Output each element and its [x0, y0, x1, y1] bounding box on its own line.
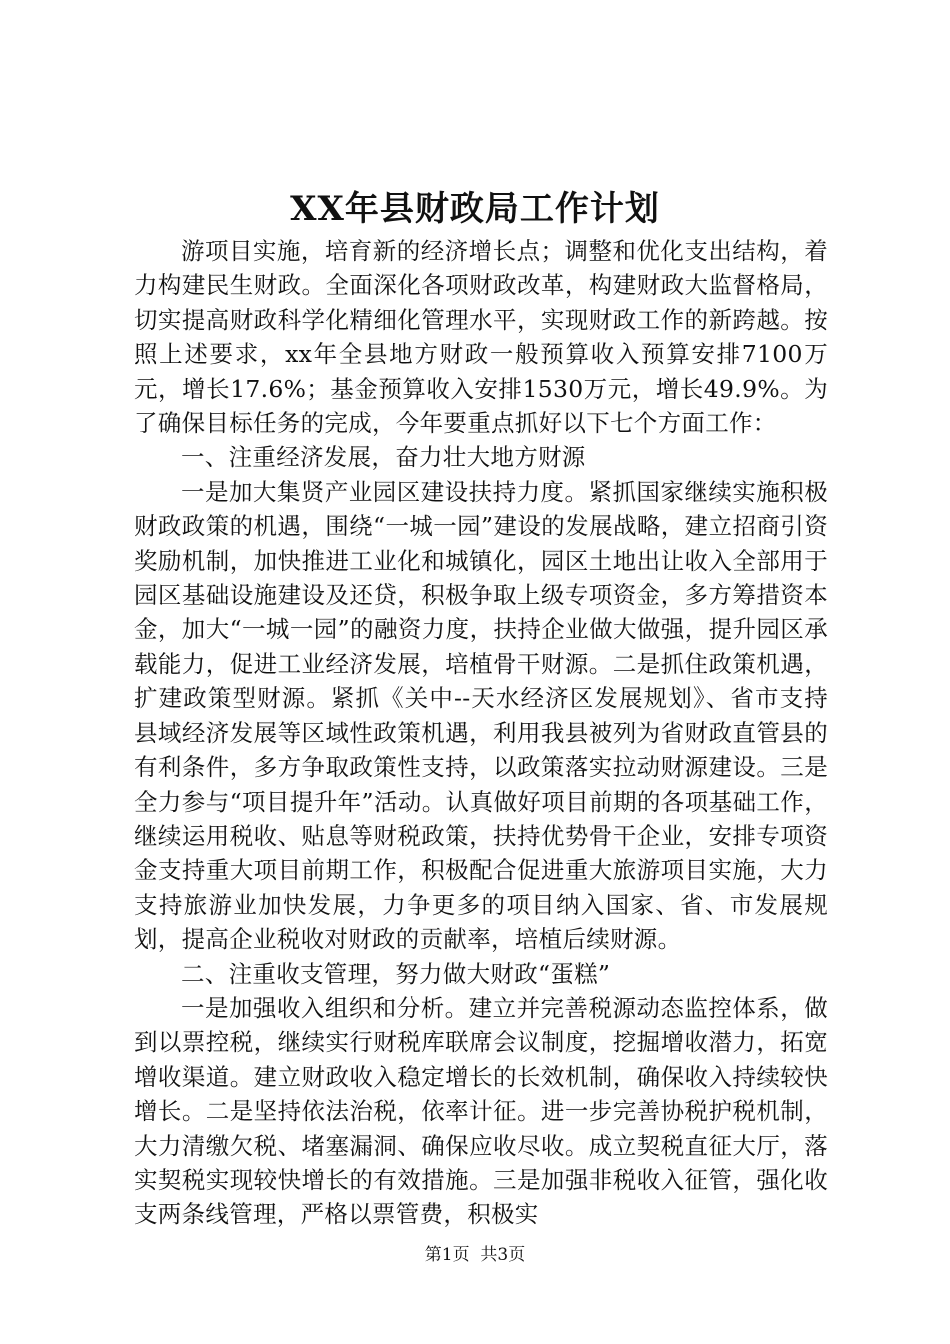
footer-separator — [470, 1245, 481, 1265]
page-footer — [0, 1243, 950, 1267]
section-heading-2: 二、注重收支管理，努力做大财政“蛋糕” — [181, 959, 611, 988]
section-heading-1: 一、注重经济发展，奋力壮大地方财源 — [181, 443, 586, 472]
page-total: 共3页 — [480, 1245, 526, 1265]
document-title: XX年县财政局工作计划 — [290, 189, 660, 229]
paragraph-intro: 游项目实施，培育新的经济增长点；调整和优化支出结构，着力构建民生财政。全面深化各项财政改革，构建财政大监督格局，切实提高财政科学化精细化管理水平，实现财政工作的新跨越。按照上述要求，xx年全县地方财政一般预算收入预算安排7100万元，增长17.6%；基金预算收入安排1530万元，增长49.9%。为了确保目标任务的完成，今年要重点抓好以下七个方面工作： — [134, 237, 828, 438]
page-number: 第1页 — [424, 1245, 470, 1265]
paragraph-section-2: 一是加强收入组织和分析。建立并完善税源动态监控体系，做到以票控税，继续实行财税库联席会议制度，挖掘增收潜力，拓宽增收渠道。建立财政收入稳定增长的长效机制，确保收入持续较快增长。二是坚持依法治税，依率计征。进一步完善协税护税机制，大力清缴欠税、堵塞漏洞、确保应收尽收。成立契税直征大厅，落实契税实现较快增长的有效措施。三是加强非税收入征管，强化收支两条线管理，严格以票管费，积极实 — [134, 993, 828, 1229]
document-body — [134, 234, 828, 1232]
paragraph-section-1: 一是加大集贤产业园区建设扶持力度。紧抓国家继续实施积极财政政策的机遇，围绕“一城一园”建设的发展战略，建立招商引资奖励机制，加快推进工业化和城镇化，园区土地出让收入全部用于园区基础设施建设及还贷，积极争取上级专项资金，多方筹措资本金，加大“一城一园”的融资力度，扶持企业做大做强，提升园区承载能力，促进工业经济发展，培植骨干财源。二是抓住政策机遇，扩建政策型财源。紧抓《关中--天水经济区发展规划》、省市支持县域经济发展等区域性政策机遇，利用我县被列为省财政直管县的有利条件，多方争取政策性支持，以政策落实拉动财源建设。三是全力参与“项目提升年”活动。认真做好项目前期的各项基础工作，继续运用税收、贴息等财税政策，扶持优势骨干企业，安排专项资金支持重大项目前期工作，积极配合促进重大旅游项目实施，大力支持旅游业加快发展，力争更多的项目纳入国家、省、市发展规划，提高企业税收对财政的贡献率，培植后续财源。 — [134, 477, 828, 954]
